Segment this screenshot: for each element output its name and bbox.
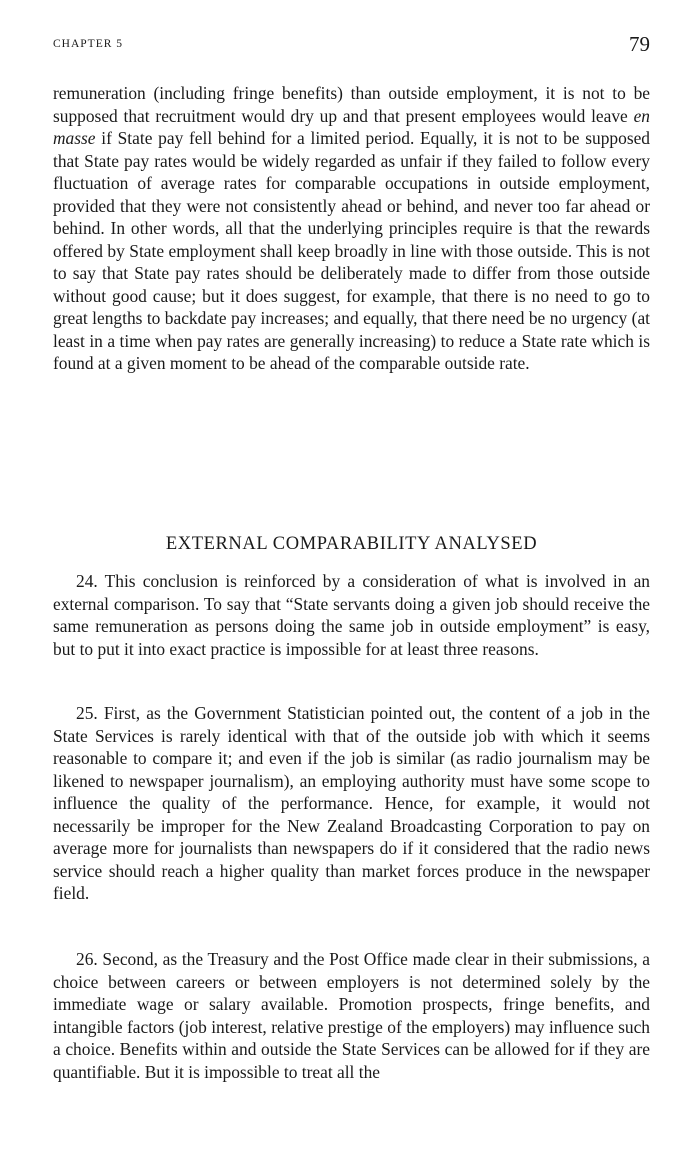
continued-paragraph [53,82,650,375]
paragraph-25: 25. First, as the Government Statistician pointed out, the content of a job in the State Services is rarely identical with that of the outside job with which it seems reasonable to compare it; and even if the job is similar (as radio journalism may be likened to newspaper journalism), an employing authority must have some scope to influence the quality of the performance. Hence, for example, it would not necessarily be improper for the New Zealand Broadcasting Corporation to pay on average more for journalists than newspapers do if it considered that the radio news service should reach a higher quality than market forces produce in the newspaper field. [53,703,650,903]
chapter-label: CHAPTER 5 [53,38,124,50]
paragraph-26: 26. Second, as the Treasury and the Post Office made clear in their submissions, a choice between careers or between employers is not determined solely by the immediate wage or salary available. Promotion prospects, fringe benefits, and intangible factors (job interest, relative prestige of the employers) may influence such a choice. Benefits within and outside the State Services can be allowed for if they are quantifiable. But it is impossible to treat all the [53,949,650,1082]
emphasis-en-masse: en masse [53,105,650,148]
continued-text-start: remuneration (including fringe benefits) than outside employment, it is not to be supposed that recruitment would dry up and that present employees would leave [53,83,650,126]
running-head [53,32,650,58]
section-heading: EXTERNAL COMPARABILITY ANALYSED [165,534,538,554]
paragraph-24: 24. This conclusion is reinforced by a consideration of what is involved in an external comparison. To say that “State servants doing a given job should receive the same remuneration as persons doing the same job in outside employment” is easy, but to put it into exact practice is impossible for at least three reasons. [53,571,650,659]
continued-text-end: if State pay fell behind for a limited period. Equally, it is not to be supposed that State pay rates would be widely regarded as unfair if they failed to follow every fluctuation of average rates for comparable occupations in outside employment, provided that they were not consistently ahead or behind, and never too far ahead or behind. In other words, all that the underlying principles require is that the rewards offered by State employment shall keep broadly in line with those outside. This is not to say that State pay rates should be deliberately made to differ from those outside without good cause; but it does suggest, for example, that there is no need to go to great lengths to backdate pay increases; and equally, that there need be no urgency (at least in a time when pay rates are generally increasing) to reduce a State rate which is found at a given moment to be ahead of the comparable outside rate. [53,128,650,373]
page-number: 79 [629,32,650,56]
